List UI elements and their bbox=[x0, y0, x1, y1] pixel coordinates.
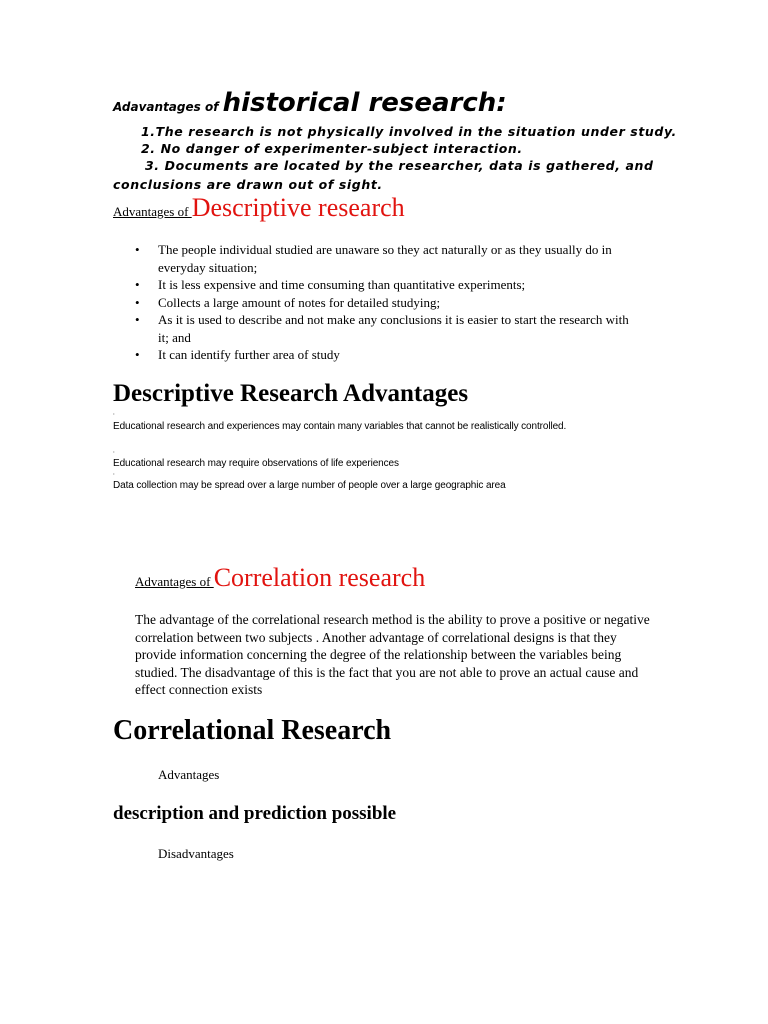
descriptive-advantage-item-2: Educational research may require observations of life experiences bbox=[113, 458, 399, 469]
descriptive-heading bbox=[113, 193, 405, 223]
descriptive-advantages-heading: Descriptive Research Advantages bbox=[113, 380, 469, 407]
historical-point-2: 2. No danger of experimenter-subject interaction. bbox=[141, 141, 523, 156]
descriptive-bullet-2: • It is less expensive and time consuming than quantitative experiments; bbox=[135, 276, 635, 294]
item-marker-3: › bbox=[113, 472, 115, 477]
descriptive-bullet-4: • As it is used to describe and not make any conclusions it is easier to start the research with it; and bbox=[135, 311, 635, 346]
descriptive-prefix: Advantages of bbox=[113, 204, 192, 219]
historical-prefix: Adavantages of bbox=[113, 100, 223, 114]
historical-point-1: 1.The research is not physically involved in the situation under study. bbox=[141, 124, 677, 139]
item-marker-2: › bbox=[113, 450, 115, 455]
item-marker-1: › bbox=[113, 412, 115, 417]
descriptive-advantage-item-1: Educational research and experiences may contain many variables that cannot be realistically controlled. bbox=[113, 421, 567, 432]
historical-heading bbox=[113, 88, 507, 118]
advantages-label: Advantages bbox=[158, 767, 220, 782]
correlation-title: Correlation research bbox=[213, 563, 426, 592]
description-prediction-heading: description and prediction possible bbox=[113, 803, 397, 824]
descriptive-bullet-5: • It can identify further area of study bbox=[135, 346, 635, 364]
descriptive-advantage-item-3: Data collection may be spread over a large number of people over a large geographic area bbox=[113, 480, 506, 491]
descriptive-bullet-1: • The people individual studied are unaware so they act naturally or as they usually do in everyday situation; bbox=[135, 241, 635, 276]
correlation-paragraph: The advantage of the correlational research method is the ability to prove a positive or negative correlation between two subjects . Another advantage of correlational designs is that they provide information concerning the degree of the relationship between the variables being studied. The disadvantage of this is the fact that you are not able to prove an actual cause and effect connection exists bbox=[135, 612, 650, 697]
disadvantages-label: Disadvantages bbox=[158, 846, 234, 861]
descriptive-bullet-list bbox=[135, 241, 635, 364]
correlation-heading bbox=[135, 563, 425, 593]
correlation-prefix: Advantages of bbox=[135, 574, 214, 589]
historical-point-3-cont: conclusions are drawn out of sight. bbox=[113, 177, 383, 192]
historical-point-3: 3. Documents are located by the researcher, data is gathered, and bbox=[145, 158, 654, 173]
historical-title: historical research: bbox=[222, 88, 507, 118]
descriptive-title: Descriptive research bbox=[191, 193, 405, 222]
descriptive-bullet-3: • Collects a large amount of notes for detailed studying; bbox=[135, 294, 635, 312]
correlational-research-heading: Correlational Research bbox=[113, 715, 392, 746]
